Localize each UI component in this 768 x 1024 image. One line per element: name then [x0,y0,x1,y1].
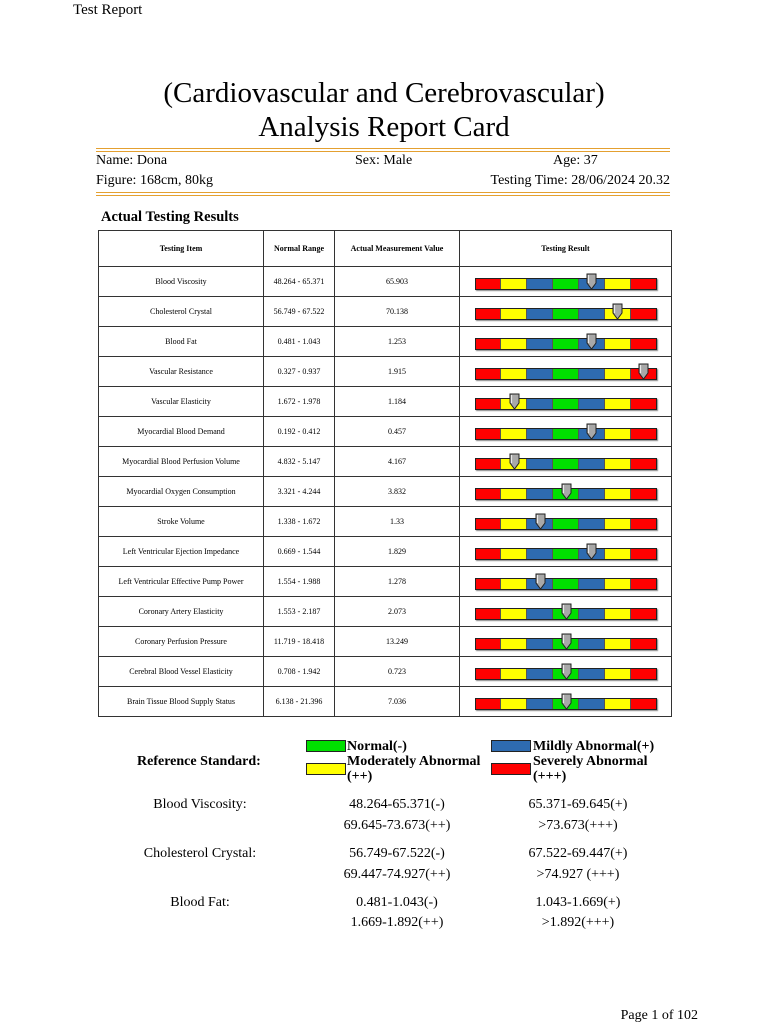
scale-segment [527,339,553,349]
result-scale [475,423,657,441]
scale-segment [553,549,579,559]
measurement-value-cell: 3.832 [335,477,460,507]
scale-segment [631,639,656,649]
result-marker-icon [509,453,520,470]
scale-segment [501,429,527,439]
result-scale-bar [475,518,657,530]
scale-segment [527,429,553,439]
result-scale [475,543,657,561]
scale-segment [553,339,579,349]
normal-range-cell: 1.672 - 1.978 [264,387,335,417]
result-scale-bar [475,458,657,470]
standard-value: 48.264-65.371(-) [349,797,445,812]
scale-segment [527,669,553,679]
result-marker-icon [612,303,623,320]
legend-swatch-mild [491,740,531,752]
measurement-value-cell: 4.167 [335,447,460,477]
result-marker-icon [586,273,597,290]
standard-value: 69.645-73.673(++) [343,818,451,833]
divider [96,195,670,196]
divider [96,192,670,193]
testing-item-cell: Stroke Volume [99,507,264,537]
scale-segment [631,579,656,589]
table-row [99,387,672,417]
standard-value: 67.522-69.447(+) [528,846,628,861]
patient-sex: Sex: Male [355,153,413,168]
scale-segment [579,369,605,379]
testing-result-cell [460,327,672,357]
table-row [99,327,672,357]
scale-segment [605,549,631,559]
scale-segment [476,339,502,349]
scale-segment [476,489,502,499]
patient-age: Age: 37 [553,153,598,168]
result-marker-icon [586,543,597,560]
result-scale-bar [475,398,657,410]
standard-value: 0.481-1.043(-) [356,895,438,910]
scale-segment [605,669,631,679]
scale-segment [579,489,605,499]
result-marker-icon [535,513,546,530]
table-row [99,627,672,657]
standard-value: 1.043-1.669(+) [535,895,621,910]
standard-value: 65.371-69.645(+) [528,797,628,812]
result-scale [475,363,657,381]
scale-segment [631,399,656,409]
normal-range-cell: 0.327 - 0.937 [264,357,335,387]
testing-result-cell [460,357,672,387]
measurement-value-cell: 1.253 [335,327,460,357]
testing-result-cell [460,387,672,417]
normal-range-cell: 11.719 - 18.418 [264,627,335,657]
testing-result-cell [460,597,672,627]
scale-segment [579,399,605,409]
scale-segment [527,279,553,289]
result-scale-bar [475,428,657,440]
table-row [99,687,672,717]
divider [96,151,670,152]
scale-segment [501,309,527,319]
scale-segment [605,579,631,589]
scale-segment [476,459,502,469]
table-row [99,357,672,387]
standard-value: 1.669-1.892(++) [350,915,444,930]
scale-segment [631,549,656,559]
scale-segment [527,309,553,319]
table-header-row [99,231,672,267]
scale-segment [631,489,656,499]
result-marker-icon [561,633,572,650]
scale-segment [605,369,631,379]
scale-segment [476,399,502,409]
scale-segment [501,369,527,379]
result-scale [475,513,657,531]
scale-segment [553,279,579,289]
testing-result-cell [460,627,672,657]
result-scale-bar [475,368,657,380]
testing-item-cell: Blood Fat [99,327,264,357]
scale-segment [579,669,605,679]
measurement-value-cell: 0.723 [335,657,460,687]
scale-segment [476,639,502,649]
scale-segment [553,459,579,469]
scale-segment [605,699,631,709]
scale-segment [579,519,605,529]
result-marker-icon [561,663,572,680]
normal-range-cell: 56.749 - 67.522 [264,297,335,327]
measurement-value-cell: 7.036 [335,687,460,717]
scale-segment [631,669,656,679]
standard-value: 56.749-67.522(-) [349,846,445,861]
section-title: Actual Testing Results [101,209,239,225]
measurement-value-cell: 1.915 [335,357,460,387]
testing-item-cell: Left Ventricular Effective Pump Power [99,567,264,597]
measurement-value-cell: 0.457 [335,417,460,447]
scale-segment [605,489,631,499]
scale-segment [605,279,631,289]
measurement-value-cell: 13.249 [335,627,460,657]
scale-segment [476,279,502,289]
testing-item-cell: Cholesterol Crystal [99,297,264,327]
scale-segment [553,309,579,319]
scale-segment [527,489,553,499]
scale-segment [605,429,631,439]
normal-range-cell: 1.338 - 1.672 [264,507,335,537]
scale-segment [501,699,527,709]
result-scale [475,453,657,471]
testing-item-cell: Vascular Elasticity [99,387,264,417]
normal-range-cell: 48.264 - 65.371 [264,267,335,297]
scale-segment [553,579,579,589]
testing-item-cell: Blood Viscosity [99,267,264,297]
scale-segment [605,639,631,649]
scale-segment [476,549,502,559]
result-scale-bar [475,338,657,350]
result-scale [475,633,657,651]
scale-segment [553,429,579,439]
normal-range-cell: 0.708 - 1.942 [264,657,335,687]
result-marker-icon [561,483,572,500]
measurement-value-cell: 1.278 [335,567,460,597]
header-testing-result: Testing Result [460,231,672,267]
result-marker-icon [561,603,572,620]
legend-label-severe: Severely Abnormal (+++) [533,754,648,784]
testing-result-cell [460,447,672,477]
scale-segment [553,369,579,379]
scale-segment [501,639,527,649]
result-scale [475,273,657,291]
table-row [99,447,672,477]
scale-segment [476,669,502,679]
testing-result-cell [460,567,672,597]
result-scale [475,573,657,591]
scale-segment [553,399,579,409]
testing-item-cell: Myocardial Blood Perfusion Volume [99,447,264,477]
table-row [99,477,672,507]
scale-segment [631,339,656,349]
measurement-value-cell: 65.903 [335,267,460,297]
result-marker-icon [586,423,597,440]
standard-value: >73.673(+++) [538,818,618,833]
scale-segment [476,699,502,709]
legend-swatch-normal [306,740,346,752]
scale-segment [501,519,527,529]
title-line-2: Analysis Report Card [258,111,510,143]
scale-segment [631,519,656,529]
result-scale [475,663,657,681]
scale-segment [631,459,656,469]
result-scale [475,303,657,321]
patient-figure: Figure: 168cm, 80kg [96,173,214,188]
result-scale-bar [475,278,657,290]
scale-segment [527,639,553,649]
normal-range-cell: 0.669 - 1.544 [264,537,335,567]
table-row [99,297,672,327]
scale-segment [579,309,605,319]
testing-item-cell: Myocardial Oxygen Consumption [99,477,264,507]
measurement-value-cell: 2.073 [335,597,460,627]
header-measurement-value: Actual Measurement Value [335,231,460,267]
testing-item-cell: Coronary Perfusion Pressure [99,627,264,657]
testing-result-cell [460,507,672,537]
scale-segment [605,609,631,619]
scale-segment [527,609,553,619]
table-row [99,507,672,537]
legend-label-moderate: Moderately Abnormal (++) [347,754,481,784]
scale-segment [579,579,605,589]
table-row [99,537,672,567]
scale-segment [579,639,605,649]
header-testing-item: Testing Item [99,231,264,267]
testing-result-cell [460,537,672,567]
scale-segment [527,369,553,379]
scale-segment [605,519,631,529]
testing-item-cell: Myocardial Blood Demand [99,417,264,447]
testing-time: Testing Time: 28/06/2024 20.32 [490,173,670,188]
scale-segment [476,309,502,319]
result-scale-bar [475,578,657,590]
header-normal-range: Normal Range [264,231,335,267]
scale-segment [631,699,656,709]
scale-segment [605,399,631,409]
scale-segment [501,279,527,289]
testing-result-cell [460,477,672,507]
scale-segment [553,519,579,529]
scale-segment [501,579,527,589]
result-marker-icon [638,363,649,380]
standard-name: Blood Fat: [170,895,230,910]
result-scale-bar [475,308,657,320]
scale-segment [631,609,656,619]
scale-segment [527,549,553,559]
standard-value: >1.892(+++) [541,915,615,930]
normal-range-cell: 0.192 - 0.412 [264,417,335,447]
scale-segment [476,519,502,529]
result-scale [475,693,657,711]
divider [96,148,670,149]
testing-item-cell: Left Ventricular Ejection Impedance [99,537,264,567]
normal-range-cell: 1.553 - 2.187 [264,597,335,627]
reference-standard-title: Reference Standard: [137,754,261,769]
scale-segment [631,429,656,439]
legend-label-normal: Normal(-) [347,739,407,754]
result-scale [475,333,657,351]
measurement-value-cell: 1.184 [335,387,460,417]
result-marker-icon [509,393,520,410]
testing-result-cell [460,687,672,717]
standard-value: 69.447-74.927(++) [343,867,451,882]
scale-segment [476,579,502,589]
scale-segment [476,609,502,619]
scale-segment [579,609,605,619]
scale-segment [476,369,502,379]
standard-name: Blood Viscosity: [153,797,247,812]
scale-segment [527,699,553,709]
document-label: Test Report [73,2,143,18]
table-row [99,657,672,687]
scale-segment [501,609,527,619]
normal-range-cell: 6.138 - 21.396 [264,687,335,717]
scale-segment [501,669,527,679]
normal-range-cell: 0.481 - 1.043 [264,327,335,357]
table-row [99,417,672,447]
table-row [99,597,672,627]
scale-segment [605,339,631,349]
result-scale [475,483,657,501]
table-row [99,267,672,297]
testing-result-cell [460,657,672,687]
scale-segment [527,459,553,469]
scale-segment [476,429,502,439]
title-line-1: (Cardiovascular and Cerebrovascular) [163,77,605,109]
result-marker-icon [561,693,572,710]
scale-segment [579,459,605,469]
result-marker-icon [535,573,546,590]
scale-segment [501,489,527,499]
testing-result-cell [460,417,672,447]
standard-value: >74.927 (+++) [536,867,620,882]
measurement-value-cell: 70.138 [335,297,460,327]
legend-swatch-severe [491,763,531,775]
result-scale [475,603,657,621]
page-title [0,76,768,144]
result-scale [475,393,657,411]
normal-range-cell: 4.832 - 5.147 [264,447,335,477]
scale-segment [579,699,605,709]
testing-item-cell: Cerebral Blood Vessel Elasticity [99,657,264,687]
scale-segment [631,279,656,289]
testing-item-cell: Vascular Resistance [99,357,264,387]
result-scale-bar [475,548,657,560]
table-row [99,567,672,597]
testing-result-cell [460,297,672,327]
patient-name: Name: Dona [96,153,168,168]
normal-range-cell: 1.554 - 1.988 [264,567,335,597]
testing-item-cell: Coronary Artery Elasticity [99,597,264,627]
scale-segment [631,309,656,319]
scale-segment [605,459,631,469]
standard-name: Cholesterol Crystal: [143,846,257,861]
testing-item-cell: Brain Tissue Blood Supply Status [99,687,264,717]
scale-segment [501,549,527,559]
measurement-value-cell: 1.33 [335,507,460,537]
page-number: Page 1 of 102 [620,1008,698,1023]
scale-segment [527,399,553,409]
scale-segment [501,339,527,349]
legend-swatch-moderate [306,763,346,775]
testing-result-cell [460,267,672,297]
results-table [98,230,672,717]
result-marker-icon [586,333,597,350]
legend-label-mild: Mildly Abnormal(+) [533,739,655,754]
normal-range-cell: 3.321 - 4.244 [264,477,335,507]
measurement-value-cell: 1.829 [335,537,460,567]
